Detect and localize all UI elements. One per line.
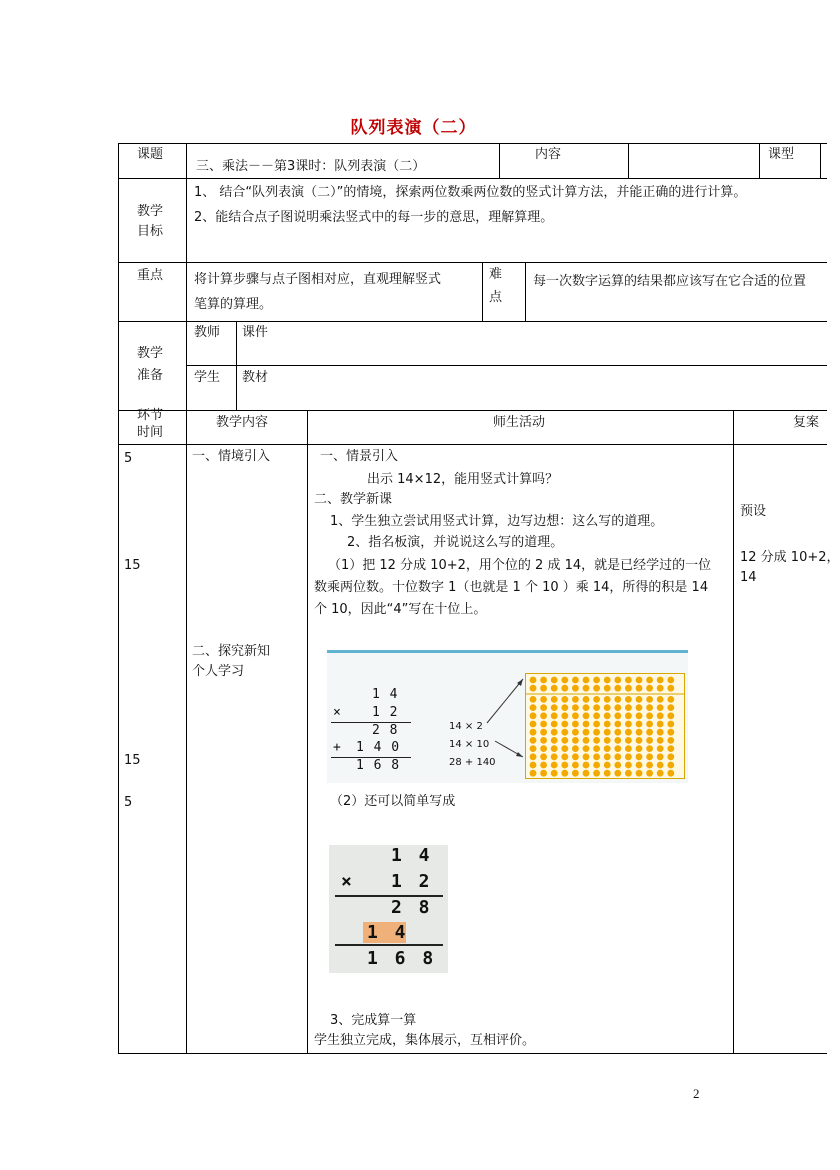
dot — [604, 770, 611, 777]
dot — [583, 737, 590, 744]
dot — [593, 721, 600, 728]
fig2-row-5: 1 6 8 — [367, 948, 437, 969]
dot — [667, 712, 674, 719]
dot — [593, 704, 600, 711]
header-content: 教学内容 — [216, 415, 269, 430]
dot — [561, 677, 568, 684]
dot — [540, 770, 547, 777]
dot — [583, 753, 590, 760]
dot — [561, 704, 568, 711]
dot — [540, 762, 547, 769]
fig1-times-sign: × — [333, 705, 341, 720]
header-activity: 师生活动 — [493, 415, 546, 430]
dot — [551, 677, 558, 684]
dot — [583, 677, 590, 684]
dot — [530, 729, 537, 736]
dot — [667, 753, 674, 760]
dot — [614, 677, 621, 684]
dot — [572, 721, 579, 728]
dot — [657, 762, 664, 769]
dot — [530, 685, 537, 692]
activity-para-2: （2）还可以简单写成 — [330, 794, 456, 809]
dot — [625, 729, 632, 736]
dot — [561, 753, 568, 760]
fig2-row-2: 1 2 — [391, 871, 433, 892]
dot — [657, 721, 664, 728]
dot — [561, 745, 568, 752]
dot — [540, 677, 547, 684]
page-number: 2 — [693, 1086, 700, 1101]
dot — [530, 721, 537, 728]
dot — [530, 677, 537, 684]
dot — [530, 762, 537, 769]
dot — [657, 704, 664, 711]
dot — [657, 696, 664, 703]
dot — [667, 729, 674, 736]
dot — [657, 677, 664, 684]
dot — [530, 704, 537, 711]
activity-step-2: 2、指名板演，并说说这么写的道理。 — [347, 535, 564, 550]
review-line-1: 12 分成 10+2， — [740, 550, 840, 565]
dot — [572, 729, 579, 736]
dot — [572, 753, 579, 760]
dot — [540, 685, 547, 692]
dot-grid-dots — [526, 674, 684, 778]
dot — [614, 685, 621, 692]
difficulty-text: 每一次数字运算的结果都应该写在它合适的位置 — [533, 274, 807, 289]
dot — [551, 721, 558, 728]
dot — [551, 685, 558, 692]
dot — [636, 677, 643, 684]
dot — [530, 696, 537, 703]
lesson-value: 三、乘法－－第3课时：队列表演（二） — [196, 159, 426, 174]
dot — [625, 721, 632, 728]
activity-heading-1: 一、情景引入 — [320, 449, 399, 464]
dot — [572, 737, 579, 744]
review-label: 预设 — [740, 504, 767, 519]
dot — [614, 753, 621, 760]
fig1-row-3: 2 8 — [372, 723, 399, 738]
lesson-label: 课题 — [137, 147, 164, 162]
dot — [614, 737, 621, 744]
activity-step-3: 3、完成算一算 — [330, 1013, 417, 1028]
dot-grid — [525, 673, 685, 779]
dot — [551, 729, 558, 736]
dot — [593, 696, 600, 703]
dot — [593, 685, 600, 692]
dot — [593, 677, 600, 684]
fig2-row-3: 2 8 — [391, 897, 433, 918]
dot — [561, 696, 568, 703]
header-review: 复案 — [793, 415, 820, 430]
dot — [551, 712, 558, 719]
goal-2: 2、能结合点子图说明乘法竖式中的每一步的意思，理解算理。 — [194, 210, 554, 225]
dot — [646, 745, 653, 752]
dot — [604, 745, 611, 752]
dot — [604, 696, 611, 703]
dot — [646, 729, 653, 736]
goals-label-2: 目标 — [137, 224, 164, 239]
dot — [657, 770, 664, 777]
difficulty-label-2: 点 — [489, 290, 503, 305]
dot — [614, 762, 621, 769]
student-value: 教材 — [242, 370, 269, 385]
dot — [572, 712, 579, 719]
dot-array-figure — [327, 650, 688, 783]
fig2-row-4: 1 4 — [367, 922, 409, 943]
dot — [604, 712, 611, 719]
time-2: 15 — [124, 558, 141, 573]
fig1-label-3: 28 + 140 — [449, 757, 496, 768]
dot — [583, 685, 590, 692]
content-label: 内容 — [535, 147, 562, 162]
goals-label-1: 教学 — [137, 204, 164, 219]
review-line-2: 14 — [740, 570, 757, 585]
prep-label-1: 教学 — [137, 346, 164, 361]
dot — [614, 712, 621, 719]
dot — [625, 677, 632, 684]
dot — [667, 685, 674, 692]
dot — [614, 704, 621, 711]
dot — [625, 753, 632, 760]
dot — [657, 745, 664, 752]
dot — [551, 770, 558, 777]
content-item-2-line-2: 个人学习 — [192, 664, 245, 679]
dot — [614, 745, 621, 752]
dot — [540, 696, 547, 703]
dot — [646, 696, 653, 703]
dot — [646, 677, 653, 684]
dot — [561, 762, 568, 769]
dot — [583, 696, 590, 703]
dot — [561, 770, 568, 777]
dot — [604, 721, 611, 728]
dot — [636, 704, 643, 711]
dot — [540, 737, 547, 744]
fig1-row-2: 1 2 — [372, 705, 399, 720]
dot — [636, 721, 643, 728]
activity-heading-2: 二、教学新课 — [314, 492, 393, 507]
content-item-1: 一、情境引入 — [192, 449, 271, 464]
dot — [614, 721, 621, 728]
dot — [636, 696, 643, 703]
dot — [604, 737, 611, 744]
dot — [572, 685, 579, 692]
dot — [657, 753, 664, 760]
dot — [636, 762, 643, 769]
dot — [625, 712, 632, 719]
dot — [646, 753, 653, 760]
dot — [636, 753, 643, 760]
dot — [667, 677, 674, 684]
dot — [625, 696, 632, 703]
goal-1: 1、 结合“队列表演（二）”的情境，探索两位数乘两位数的竖式计算方法，并能正确的进行计算。 — [194, 185, 747, 200]
content-item-2-line-1: 二、探究新知 — [192, 644, 271, 659]
dot — [540, 729, 547, 736]
dot — [667, 704, 674, 711]
dot — [540, 753, 547, 760]
activity-para-line-2: 数乘两位数。十位数字 1（也就是 1 个 10 ）乘 14，所得的积是 14 — [314, 580, 709, 595]
dot — [625, 762, 632, 769]
key-line-1: 将计算步骤与点子图相对应，直观理解竖式 — [194, 272, 442, 287]
dot — [657, 712, 664, 719]
dot — [561, 712, 568, 719]
dot — [614, 770, 621, 777]
dot — [625, 745, 632, 752]
dot — [604, 704, 611, 711]
dot — [572, 745, 579, 752]
dot — [583, 712, 590, 719]
dot — [572, 762, 579, 769]
dot — [583, 745, 590, 752]
dot — [667, 745, 674, 752]
dot — [636, 770, 643, 777]
dot — [667, 696, 674, 703]
dot — [593, 737, 600, 744]
dot — [657, 685, 664, 692]
dot — [625, 685, 632, 692]
dot — [593, 729, 600, 736]
dot — [551, 745, 558, 752]
dot — [561, 737, 568, 744]
dot — [667, 762, 674, 769]
dot — [583, 704, 590, 711]
dot — [646, 704, 653, 711]
dot — [540, 704, 547, 711]
header-time-1: 环节 — [137, 408, 164, 423]
fig1-row-1: 1 4 — [372, 687, 399, 702]
fig1-row-4: 1 4 0 — [356, 740, 401, 755]
dot — [593, 712, 600, 719]
activity-step-1: 1、学生独立尝试用竖式计算，边写边想：这么写的道理。 — [330, 514, 664, 529]
dot — [593, 762, 600, 769]
dot — [530, 770, 537, 777]
activity-para-line-3: 个 10，因此“4”写在十位上。 — [314, 602, 487, 617]
difficulty-label-1: 难 — [489, 267, 503, 282]
dot — [551, 762, 558, 769]
dot — [646, 712, 653, 719]
page-title: 队列表演（二） — [350, 118, 477, 138]
dot — [657, 729, 664, 736]
dot — [667, 721, 674, 728]
time-3: 15 — [124, 753, 141, 768]
dot — [636, 685, 643, 692]
dot — [530, 737, 537, 744]
dot — [561, 685, 568, 692]
key-line-2: 笔算的算理。 — [194, 297, 273, 312]
dot — [636, 745, 643, 752]
prep-label-2: 准备 — [137, 368, 164, 383]
dot — [530, 753, 537, 760]
dot — [604, 685, 611, 692]
key-label: 重点 — [137, 268, 164, 283]
dot — [561, 729, 568, 736]
student-label: 学生 — [194, 370, 221, 385]
dot — [625, 704, 632, 711]
dot — [572, 696, 579, 703]
dot — [593, 770, 600, 777]
dot — [646, 685, 653, 692]
time-4: 5 — [124, 795, 133, 810]
dot — [636, 737, 643, 744]
dot — [530, 712, 537, 719]
dot — [530, 745, 537, 752]
dot — [667, 737, 674, 744]
teacher-value: 课件 — [242, 325, 269, 340]
fig2-times-sign: × — [341, 871, 352, 892]
dot — [646, 721, 653, 728]
dot — [646, 737, 653, 744]
dot — [572, 704, 579, 711]
activity-step-3-detail: 学生独立完成，集体展示，互相评价。 — [314, 1033, 536, 1048]
dot — [551, 737, 558, 744]
activity-question: 出示 14×12，能用竖式计算吗？ — [367, 472, 559, 487]
dot — [583, 762, 590, 769]
dot — [604, 729, 611, 736]
dot — [614, 696, 621, 703]
dot — [604, 762, 611, 769]
dot — [657, 737, 664, 744]
dot — [551, 696, 558, 703]
header-time-2: 时间 — [137, 425, 164, 440]
fig1-plus-sign: + — [333, 740, 341, 755]
teacher-label: 教师 — [194, 325, 221, 340]
dot — [583, 770, 590, 777]
dot — [572, 677, 579, 684]
fig1-label-1: 14 × 2 — [449, 721, 483, 732]
fig2-row-1: 1 4 — [391, 845, 433, 866]
dot — [625, 737, 632, 744]
dot — [646, 770, 653, 777]
type-label: 课型 — [768, 147, 795, 162]
dot — [540, 721, 547, 728]
dot — [540, 745, 547, 752]
dot — [540, 712, 547, 719]
dot — [551, 704, 558, 711]
dot — [614, 729, 621, 736]
dot — [604, 677, 611, 684]
dot — [625, 770, 632, 777]
activity-para-line-1: （1）把 12 分成 10+2，用个位的 2 成 14，就是已经学过的一位 — [328, 558, 712, 573]
dot — [561, 721, 568, 728]
dot — [646, 762, 653, 769]
dot — [667, 770, 674, 777]
dot — [593, 753, 600, 760]
dot — [583, 721, 590, 728]
dot — [593, 745, 600, 752]
dot — [604, 753, 611, 760]
dot — [636, 712, 643, 719]
dot — [551, 753, 558, 760]
dot — [636, 729, 643, 736]
dot — [572, 770, 579, 777]
fig1-label-2: 14 × 10 — [449, 739, 490, 750]
simplified-multiplication-figure — [329, 845, 448, 973]
time-1: 5 — [124, 451, 133, 466]
fig1-row-5: 1 6 8 — [356, 758, 401, 773]
dot — [583, 729, 590, 736]
